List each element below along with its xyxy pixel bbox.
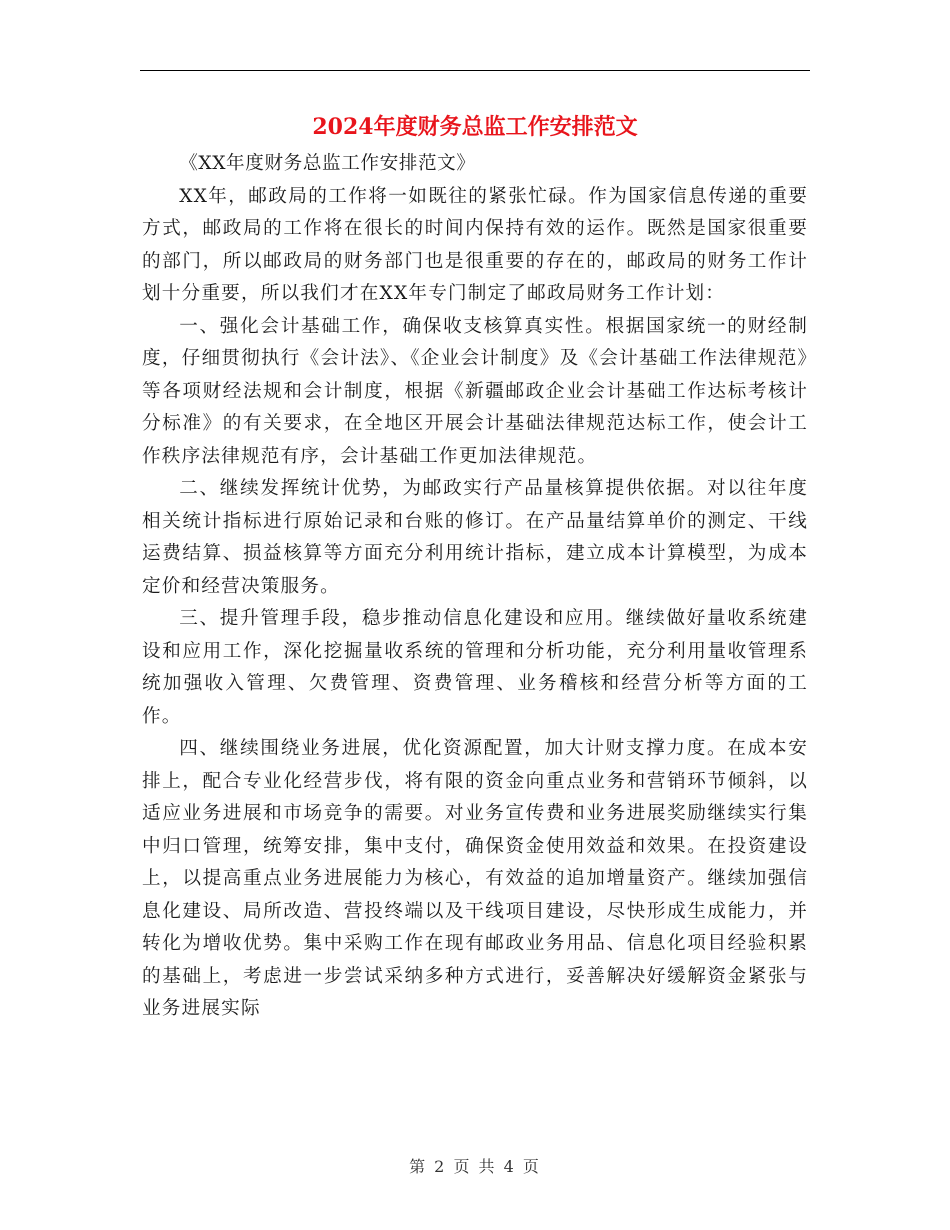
- paragraph-intro: XX年，邮政局的工作将一如既往的紧张忙碌。作为国家信息传递的重要方式，邮政局的工作将在很长的时间内保持有效的运作。既然是国家很重要的部门，所以邮政局的财务部门也是很重要的存在的，邮政局的财务工作计划十分重要，所以我们才在XX年专门制定了邮政局财务工作计划：: [142, 185, 808, 304]
- paragraph-section-3: 三、提升管理手段，稳步推动信息化建设和应用。继续做好量收系统建设和应用工作，深化挖掘量收系统的管理和分析功能，充分利用量收管理系统加强收入管理、欠费管理、资费管理、业务稽核和经营分析等方面的工作。: [142, 608, 808, 727]
- document-subtitle: 《XX年度财务总监工作安排范文》: [179, 153, 476, 174]
- page-number: 第 2 页 共 4 页: [409, 1157, 541, 1176]
- header-rule: [140, 70, 810, 71]
- document-title: 2024年度财务总监工作安排范文: [312, 114, 638, 140]
- paragraph-section-2: 二、继续发挥统计优势，为邮政实行产品量核算提供依据。对以往年度相关统计指标进行原始记录和台账的修订。在产品量结算单价的测定、干线运费结算、损益核算等方面充分利用统计指标，建立成本计算模型，为成本定价和经营决策服务。: [142, 478, 808, 597]
- document-body: [142, 148, 808, 1026]
- paragraph-section-4: 四、继续围绕业务进展，优化资源配置，加大计财支撑力度。在成本安排上，配合专业化经营步伐，将有限的资金向重点业务和营销环节倾斜，以适应业务进展和市场竞争的需要。对业务宣传费和业务进展奖励继续实行集中归口管理，统筹安排，集中支付，确保资金使用效益和效果。在投资建设上，以提高重点业务进展能力为核心，有效益的追加增量资产。继续加强信息化建设、局所改造、营投终端以及干线项目建设，尽快形成生成能力，并转化为增收优势。集中采购工作在现有邮政业务用品、信息化项目经验积累的基础上，考虑进一步尝试采纳多种方式进行，妥善解决好缓解资金紧张与业务进展实际: [142, 738, 808, 1019]
- paragraph-section-1: 一、强化会计基础工作，确保收支核算真实性。根据国家统一的财经制度，仔细贯彻执行《会计法》、《企业会计制度》及《会计基础工作法律规范》等各项财经法规和会计制度，根据《新疆邮政企业会计基础工作达标考核计分标准》的有关要求，在全地区开展会计基础法律规范达标工作，使会计工作秩序法律规范有序，会计基础工作更加法律规范。: [142, 315, 808, 467]
